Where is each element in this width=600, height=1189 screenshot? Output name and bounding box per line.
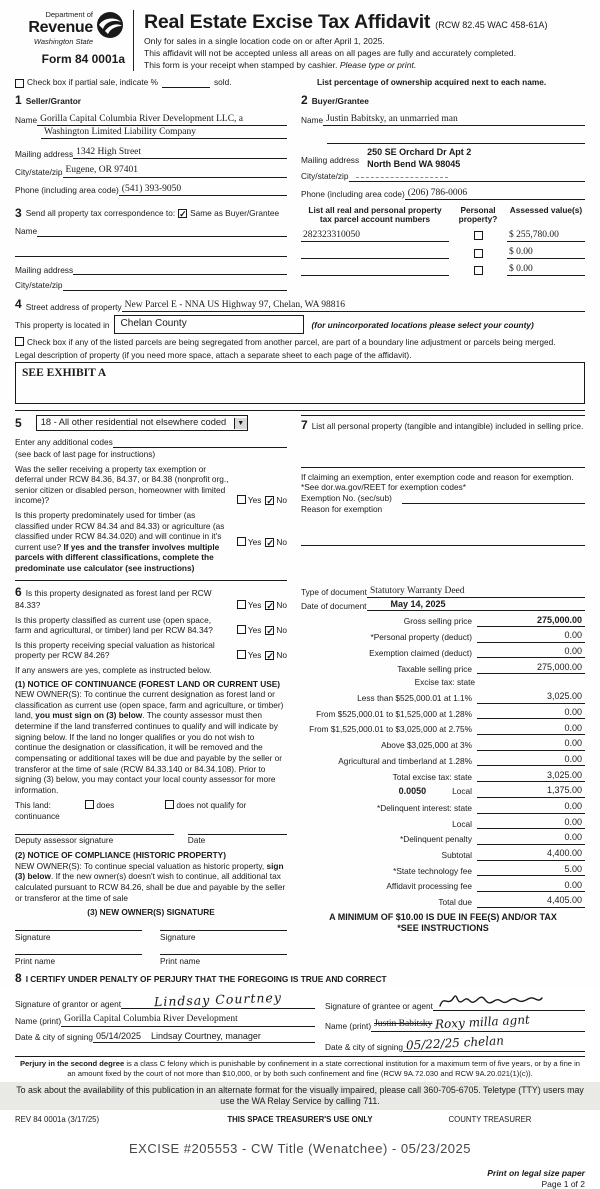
fee-value: 0.00: [477, 630, 585, 643]
parcel-number: [301, 258, 449, 259]
s6-question-1: Is this property designated as forest land per RCW 84.33?: [15, 587, 212, 610]
fee-value: 5.00: [477, 864, 585, 877]
does-not-checkbox: [165, 800, 174, 809]
excise-stamp: EXCISE #205553 - CW Title (Wenatchee) - 05/23/2025: [129, 1141, 471, 1157]
s6-paragraph-1: NEW OWNER(S): To continue the current designation as forest land or classification as current use (open space, farm and agriculture, or timber) land, you must sign on (3) below. The county assessor must then determine if the land transferred continues to qualify and will indicate by signing below. If the land no longer qualifies or you do not wish to continue the designation or classification, it will be removed and the compensating or additional taxes will be due and payable by the seller or transferor at the time of sale (RCW 84.33.140 or 84.34.108). Prior to signing (3) below, you may contact your local county assessor for more information.: [15, 689, 284, 795]
fee-label: Local: [452, 818, 472, 829]
s6-heading-1: (1) NOTICE OF CONTINUANCE (FOREST LAND OR CURRENT USE): [15, 678, 281, 689]
s6-heading-2: (2) NOTICE OF COMPLIANCE (HISTORIC PROPERTY): [15, 850, 226, 861]
s5-q1-answer: Yes ✓ No: [233, 495, 287, 506]
fee-label: Gross selling price: [403, 616, 472, 627]
treasurer-space-label: THIS SPACE TREASURER'S USE ONLY: [227, 1115, 373, 1125]
fee-label: Total due: [438, 897, 472, 908]
grantor-date-value: 05/14/2025: [95, 1030, 141, 1041]
county-dropdown: Chelan County: [114, 315, 304, 334]
see-instructions-note: *SEE INSTRUCTIONS: [397, 923, 489, 934]
agency-sub: Washington State: [33, 36, 93, 46]
section-7-number: 7: [301, 418, 308, 433]
property-section: [15, 297, 585, 404]
fee-value: 0.00: [477, 754, 585, 767]
yes-checkbox: [237, 600, 246, 609]
grantee-print-label: Name (print): [325, 1021, 372, 1032]
fee-value: 3,025.00: [477, 691, 585, 704]
additional-codes-label: Enter any additional codes: [15, 437, 113, 448]
section-5: [15, 415, 287, 573]
section-5-number: 5: [15, 415, 22, 430]
fee-label: *Personal property (deduct): [370, 632, 472, 643]
seller-mailing-value: 1342 High Street: [73, 146, 287, 159]
legal-description-label: Legal description of property (if you need more space, attach a separate sheet to each page of the affidavit).: [15, 349, 412, 360]
deputy-date-line: Date: [188, 834, 287, 846]
parcel-col3-header: Assessed value(s): [509, 204, 583, 215]
dropdown-arrow-icon: ▼: [234, 418, 247, 429]
corr-city-label: City/state/zip: [15, 280, 63, 291]
corr-name-label: Name: [15, 226, 38, 237]
s6-question-2: Is this property classified as current use (open space, farm and agricultural, or timber) land per RCW 84.34?: [15, 614, 213, 636]
s6-q3-answer: Yes ✓ No: [233, 650, 287, 661]
doc-type-label: Type of document: [301, 587, 367, 598]
yes-checkbox: [237, 495, 246, 504]
new-owner-printname-line: Print name: [15, 954, 142, 967]
no-checkbox: ✓: [266, 626, 274, 637]
partial-sale-checkbox: [15, 79, 24, 88]
segregated-checkbox: [15, 337, 24, 346]
buyer-name-value: Justin Babitsky, an unmarried man: [323, 113, 585, 126]
fee-label: Total excise tax: state: [392, 771, 472, 782]
fee-value: 0.00: [477, 646, 585, 659]
fee-value: 0.00: [477, 738, 585, 751]
accessibility-notice: To ask about the availability of this publication in an alternate format for the visually impaired, please call 360-705-6705. Teletype (TTY) users may use the WA Relay Service by calling 711.: [0, 1082, 600, 1111]
header-note-2: This affidavit will not be accepted unless all areas on all pages are fully and accurately completed.: [144, 47, 516, 58]
new-owner-printname-line: Print name: [160, 954, 287, 967]
s6-note: If any answers are yes, complete as instructed below.: [15, 665, 212, 676]
header-note-3: This form is your receipt when stamped by cashier. Please type or print.: [144, 59, 417, 70]
section-1-number: 1: [15, 92, 22, 107]
segregated-label: Check box if any of the listed parcels are being segregated from another parcel, are part of a boundary line adjustment or parcels being merged.: [27, 337, 556, 348]
grantee-sig-label: Signature of grantee or agent: [325, 1000, 433, 1011]
tax-computation: [301, 585, 585, 967]
section-3-number: 3: [15, 205, 22, 220]
fee-label: Excise tax: state: [414, 677, 475, 688]
no-checkbox: ✓: [266, 537, 274, 548]
fee-label: *State technology fee: [393, 865, 472, 876]
fee-label: From $525,000.01 to $1,525,000 at 1.28%: [316, 708, 472, 719]
doc-date-value: May 14, 2025: [367, 599, 586, 612]
seller-name-label: Name: [15, 115, 38, 126]
grantor-print-value: Gorilla Capital Columbia River Development: [61, 1013, 315, 1026]
certify-heading: I CERTIFY UNDER PENALTY OF PERJURY THAT THE FOREGOING IS TRUE AND CORRECT: [25, 974, 387, 985]
located-in-label: This property is located in: [15, 319, 110, 330]
fee-value: 0.00: [477, 817, 585, 830]
s6-q2-answer: Yes ✓ No: [233, 625, 287, 636]
section-6-number: 6: [15, 584, 22, 599]
s6-question-3: Is this property receiving special valuation as historical property per RCW 84.26?: [15, 639, 215, 661]
buyer-name-label: Name: [301, 115, 324, 126]
new-owner-signature-line: Signature: [15, 930, 142, 943]
yes-checkbox: [237, 537, 246, 546]
fee-value: 0.00: [477, 801, 585, 814]
no-checkbox: ✓: [266, 496, 274, 507]
perjury-notice: Perjury in the second degree is a class C felony which is punishable by confinement in a state correctional institution for a maximum term of five years, or by a fine in an amount fixed by the court of not more than $10,000, or by both such confinement and fine (RCW 9A.72.030 and RCW 9A.20.021(1)(c)).: [15, 1056, 585, 1078]
new-owner-signature-line: Signature: [160, 930, 287, 943]
form-title: Real Estate Excise Tax Affidavit: [144, 11, 431, 33]
assessed-value: $ 255,780.00: [507, 229, 585, 242]
corr-mailing-label: Mailing address: [15, 264, 74, 275]
header-note-1: Only for sales in a single location code on or after April 1, 2025.: [144, 35, 385, 46]
fee-label: Subtotal: [441, 850, 472, 861]
fee-label: 0.0050 Local: [398, 786, 472, 797]
fee-label: Agricultural and timberland at 1.28%: [338, 755, 472, 766]
fee-value: 4,400.00: [477, 848, 585, 861]
does-label: does: [96, 800, 115, 811]
correspondence-section: [15, 206, 287, 291]
crossed-out-text: [356, 172, 448, 178]
continuance-label: continuance: [15, 810, 60, 821]
yes-checkbox: [237, 650, 246, 659]
parcel-table: [301, 206, 585, 291]
fee-label: Affidavit processing fee: [386, 881, 472, 892]
does-not-label: does not qualify for: [176, 800, 247, 811]
fee-label: Taxable selling price: [397, 663, 472, 674]
county-treasurer-label: COUNTY TREASURER: [448, 1115, 532, 1125]
partial-sale-suffix: sold.: [213, 76, 232, 87]
fee-value: 0.00: [477, 707, 585, 720]
land-use-code-value: 18 - All other residential not elsewhere coded: [40, 417, 227, 428]
grantor-print-label: Name (print): [15, 1015, 62, 1026]
assessed-value: $ 0.00: [507, 263, 585, 276]
buyer-mailing-label: Mailing address: [301, 155, 360, 166]
fee-value: 4,405.00: [477, 895, 585, 908]
doc-type-value: Statutory Warranty Deed: [367, 585, 585, 598]
street-address-value: New Parcel E - NNA US Highway 97, Chelan, WA 98816: [122, 299, 585, 312]
personal-property-checkbox: [474, 249, 483, 258]
parcel-row: [301, 229, 585, 242]
grantor-date-label: Date & city of signing: [15, 1032, 93, 1043]
land-label: This land:: [15, 800, 51, 811]
personal-property-checkbox: [474, 266, 483, 275]
parcel-number: [301, 275, 449, 276]
fee-label: From $1,525,000.01 to $3,025,000 at 2.75%: [309, 724, 472, 735]
dor-logo-block: [15, 10, 133, 71]
s5-question-1: Was the seller receiving a property tax exemption or deferral under RCW 84.36, 84.37, or 84.38 (nonprofit org., senior citizen or disabled person, homeowner with limited income)?: [15, 463, 229, 506]
fee-value: 3,025.00: [477, 770, 585, 783]
buyer-mailing-value-1: 250 SE Orchard Dr Apt 2: [367, 147, 472, 158]
exemption-no-label: Exemption No. (sec/sub): [301, 493, 392, 504]
buyer-section: [301, 93, 585, 200]
dept-of-label: Department of: [45, 10, 93, 19]
correspondence-label: Send all property tax correspondence to:: [25, 208, 176, 219]
print-note: Print on legal size paper: [487, 1167, 585, 1178]
same-as-buyer-label: Same as Buyer/Grantee: [190, 208, 280, 219]
seller-city-value: Eugene, OR 97401: [63, 164, 288, 177]
grantor-signature: Lindsay Courtney: [153, 990, 283, 1010]
seller-phone-value: (541) 393-9050: [119, 183, 287, 196]
same-as-buyer-checkbox: ✓: [179, 209, 187, 220]
s6-heading-3: (3) NEW OWNER(S) SIGNATURE: [87, 907, 215, 918]
land-qualify-row: [15, 800, 287, 821]
legal-description-value: SEE EXHIBIT A: [22, 367, 107, 380]
buyer-phone-label: Phone (including area code): [301, 189, 405, 200]
rev-number: REV 84 0001a (3/17/25): [15, 1115, 100, 1125]
legal-description-box: [15, 362, 585, 404]
fee-value: 0.00: [477, 723, 585, 736]
buyer-heading: Buyer/Grantee: [311, 95, 369, 106]
deputy-signature-line: Deputy assessor signature: [15, 834, 174, 846]
buyer-phone-value: (206) 786-0006: [405, 187, 585, 200]
dor-logo-icon: [95, 10, 125, 40]
fee-value: 0.00: [477, 832, 585, 845]
grantee-signature-scribble: [436, 992, 546, 1010]
seller-section: [15, 93, 287, 200]
fee-label: Less than $525,000.01 at 1.1%: [357, 693, 472, 704]
partial-sale-row: [15, 77, 305, 88]
certify-section: [15, 971, 585, 1052]
ownership-note: List percentage of ownership acquired next to each name.: [317, 76, 547, 87]
grantee-date-handwritten: 05/22/25 chelan: [405, 1033, 505, 1053]
doc-date-label: Date of document: [301, 600, 367, 611]
county-note: (for unincorporated locations please select your county): [311, 319, 534, 330]
grantee-date-label: Date & city of signing: [325, 1041, 403, 1052]
s5-q2-answer: Yes ✓ No: [233, 537, 287, 548]
buyer-mailing-value-2: North Bend WA 98045: [367, 158, 461, 169]
fee-value: 275,000.00: [477, 615, 585, 628]
back-note: (see back of last page for instructions): [15, 448, 156, 459]
assessed-value: $ 0.00: [507, 246, 585, 259]
seller-heading: Seller/Grantor: [25, 95, 82, 106]
buyer-city-label: City/state/zip: [301, 171, 349, 182]
s6-paragraph-2: NEW OWNER(S): To continue special valuation as historic property, sign (3) below. If the new owner(s) doesn't wish to continue, all additional tax calculated pursuant to RCW 84.26, shall be due and payable by the seller or transferor at the time of sale: [15, 860, 286, 903]
seller-mailing-label: Mailing address: [15, 148, 74, 159]
fee-value: 275,000.00: [477, 662, 585, 675]
grantee-print-struck: Justin Babitsky: [374, 1019, 433, 1030]
s5-question-2: Is this property predominately used for timber (as classified under RCW 84.34 and 84.33) or agriculture (as classified under RCW 84.34.020) and will continue in it's current use? If yes and the transfer involves multiple parcels with different classifications, complete the predominate use calculator (see instructions): [15, 509, 225, 574]
personal-property-checkbox: [474, 231, 483, 240]
exemption-text: If claiming an exemption, enter exemption code and reason for exemption. *See dor.wa.gov/REET for exemption codes*: [301, 471, 574, 493]
form-header: [15, 10, 585, 71]
form-number: Form 84 0001a: [41, 52, 125, 67]
parcel-number: 282323310050: [301, 229, 449, 242]
partial-sale-label: Check box if partial sale, indicate %: [27, 76, 158, 87]
agency-name: Revenue: [28, 18, 93, 36]
grantee-print-handwritten: Roxy milla agnt: [434, 1012, 530, 1032]
s7-intro: List all personal property (tangible and intangible) included in selling price.: [311, 421, 584, 432]
fee-label: *Delinquent interest: state: [376, 802, 472, 813]
no-checkbox: ✓: [266, 651, 274, 662]
section-2-number: 2: [301, 92, 308, 107]
parcel-row: [301, 263, 585, 276]
street-address-label: Street address of property: [25, 301, 122, 312]
seller-phone-label: Phone (including area code): [15, 185, 119, 196]
seller-city-label: City/state/zip: [15, 166, 63, 177]
fee-value: 0.00: [477, 880, 585, 893]
seller-name-value-2: Washington Limited Liability Company: [41, 126, 287, 139]
section-8-number: 8: [15, 971, 22, 986]
fee-label: *Delinquent penalty: [400, 834, 472, 845]
local-rate: 0.0050: [398, 786, 427, 797]
parcel-row: [301, 246, 585, 259]
fee-value: 1,375.00: [477, 785, 585, 798]
yes-checkbox: [237, 625, 246, 634]
land-use-code-dropdown: [36, 415, 248, 431]
fee-label: Above $3,025,000 at 3%: [381, 740, 472, 751]
parcel-col1-header: List all real and personal property tax parcel account numbers: [308, 204, 442, 225]
grantor-sig-label: Signature of grantor or agent: [15, 998, 122, 1009]
reason-label: Reason for exemption: [301, 503, 383, 514]
form-title-ref: (RCW 82.45 WAC 458-61A): [435, 20, 548, 30]
section-7: [301, 415, 585, 573]
does-checkbox: [85, 800, 94, 809]
no-checkbox: ✓: [266, 601, 274, 611]
fee-label: Exemption claimed (deduct): [369, 647, 472, 658]
minimum-due-note: A MINIMUM OF $10.00 IS DUE IN FEE(S) AND/OR TAX: [329, 911, 557, 922]
grantor-capacity: Lindsay Courtney, manager: [151, 1030, 261, 1041]
section-4-number: 4: [15, 297, 22, 312]
section-6: [15, 585, 287, 967]
s6-q1-answer: Yes ✓ No: [233, 600, 287, 611]
page-number: Page 1 of 2: [541, 1178, 585, 1189]
seller-name-value: Gorilla Capital Columbia River Development LLC, a: [37, 113, 287, 126]
parcel-col2-header: Personal property?: [458, 204, 498, 225]
